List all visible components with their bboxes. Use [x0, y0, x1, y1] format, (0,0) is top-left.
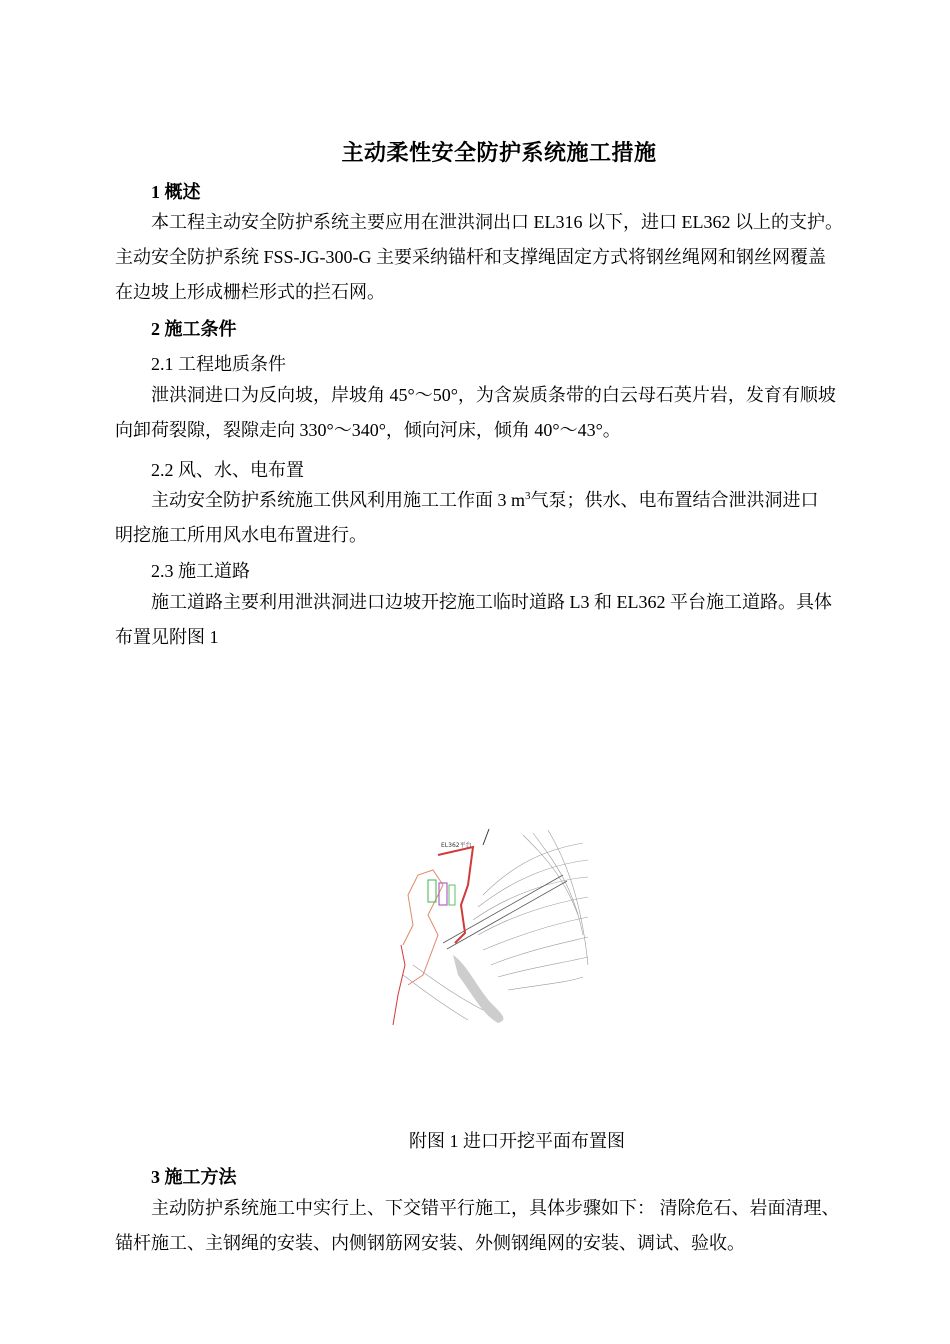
- excavation-area: [453, 955, 503, 1023]
- protection-mesh-green: [449, 885, 455, 905]
- text-line: 向卸荷裂隙，裂隙走向 330°～340°，倾向河床，倾角 40°～43°。: [115, 420, 621, 440]
- site-plan-figure: [383, 825, 593, 1030]
- road-branch: [393, 945, 405, 1025]
- subheading-utilities: 2.2 风、水、电布置: [151, 460, 304, 480]
- method-paragraph: [115, 1191, 895, 1261]
- site-plan-drawing: [383, 825, 593, 1030]
- text-line: 本工程主动安全防护系统主要应用在泄洪洞出口 EL316 以下，进口 EL362 以上的支护。: [151, 212, 843, 232]
- north-arrow-icon: [483, 829, 489, 845]
- terrain-contours: [403, 830, 588, 1020]
- document-title: 主动柔性安全防护系统施工措施: [341, 140, 657, 165]
- access-road: [403, 870, 443, 985]
- text-line: 明挖施工所用风水电布置进行。: [115, 525, 367, 545]
- section-heading-overview: 1 概述: [151, 182, 201, 202]
- text-line: 锚杆施工、主钢绳的安装、内侧钢筋网安装、外侧钢绳网的安装、调试、验收。: [115, 1233, 745, 1253]
- text-line: 主动防护系统施工中实行上、下交错平行施工，具体步骤如下： 清除危石、岩面清理、: [151, 1198, 840, 1218]
- text-line: 布置见附图 1: [115, 627, 219, 647]
- text-line: 泄洪洞进口为反向坡，岸坡角 45°～50°，为含炭质条带的白云母石英片岩，发育有顺坡: [151, 385, 836, 405]
- text-segment: 主动安全防护系统施工供风利用施工工作面 3 m: [151, 490, 525, 510]
- text-segment: 气泵；供水、电布置结合泄洪洞进口: [530, 490, 819, 510]
- roads-paragraph: [115, 585, 895, 655]
- section-heading-conditions: 2 施工条件: [151, 319, 237, 339]
- section-heading-method: 3 施工方法: [151, 1167, 237, 1187]
- overview-paragraph: [115, 205, 895, 310]
- protection-mesh-purple: [439, 883, 447, 905]
- figure-caption: 附图 1 进口开挖平面布置图: [409, 1131, 625, 1151]
- subheading-roads: 2.3 施工道路: [151, 561, 250, 581]
- superscript: 3: [525, 490, 531, 502]
- text-line: 在边坡上形成栅栏形式的拦石网。: [115, 282, 385, 302]
- text-line: 施工道路主要利用泄洪洞进口边坡开挖施工临时道路 L3 和 EL362 平台施工道路。具体: [151, 592, 832, 612]
- utilities-paragraph: [115, 483, 895, 553]
- platform-label: EL362平台: [441, 842, 472, 849]
- subheading-geology: 2.1 工程地质条件: [151, 354, 286, 374]
- text-line: 主动安全防护系统 FSS-JG-300-G 主要采纳锚杆和支撑绳固定方式将钢丝绳网和钢丝网覆盖: [115, 247, 827, 267]
- protection-mesh-green: [428, 880, 436, 902]
- geology-paragraph: [115, 378, 895, 448]
- text-line: [115, 483, 895, 518]
